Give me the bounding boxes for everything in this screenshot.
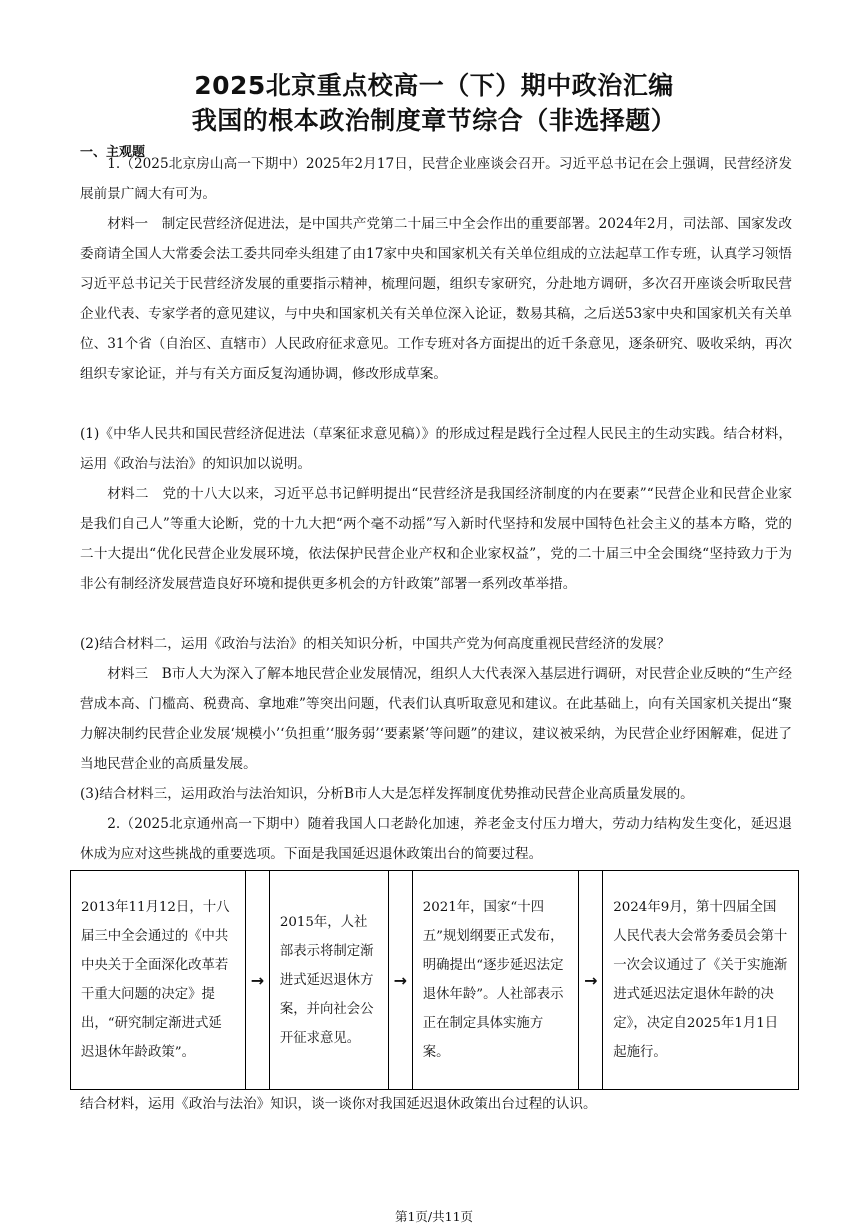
page-title-line2: 我国的根本政治制度章节综合（非选择题） bbox=[191, 106, 677, 135]
q2-question: 结合材料，运用《政治与法治》知识，谈一谈你对我国延迟退休政策出台过程的认识。 bbox=[80, 1096, 597, 1112]
arrow-right-icon: → bbox=[246, 871, 270, 1090]
q1-sub-question-3: (3)结合材料三，运用政治与法治知识，分析B市人大是怎样发挥制度优势推动民营企业高质量发展的。 bbox=[80, 786, 694, 802]
flow-step-1: 2013年11月12日，十八届三中全会通过的《中共中央关于全面深化改革若干重大问题的决定》提出，“研究制定渐进式延迟退休年龄政策”。 bbox=[71, 871, 246, 1090]
section-heading: 一、主观题 bbox=[80, 145, 146, 160]
policy-flow-table bbox=[70, 870, 799, 1090]
page-title-line1: 2025北京重点校高一（下）期中政治汇编 bbox=[194, 71, 674, 100]
q1-sub-question-1: (1)《中华人民共和国民营经济促进法（草案征求意见稿）》的形成过程是践行全过程人民民主的生动实践。结合材料，运用《政治与法治》的知识加以说明。 bbox=[80, 426, 792, 472]
page-footer: 第1页/共11页 bbox=[394, 1209, 474, 1224]
q1-material3: 材料三 B市人大为深入了解本地民营企业发展情况，组织人大代表深入基层进行调研，对民营企业反映的“生产经营成本高、门槛高、税费高、拿地难”等突出问题，代表们认真听取意见和建议。在此基础上，向有关国家机关提出“聚力解决制约民营企业发展‘规模小’‘负担重’‘服务弱’‘要素紧’等问题”的建议，建议被采纳，为民营企业纾困解难，促进了当地民营企业的高质量发展。 bbox=[80, 666, 792, 772]
flow-step-2: 2015年，人社部表示将制定渐进式延迟退休方案，并向社会公开征求意见。 bbox=[269, 871, 388, 1090]
flow-step-4: 2024年9月，第十四届全国人民代表大会常务委员会第十一次会议通过了《关于实施渐进式延迟法定退休年龄的决定》，决定自2025年1月1日起施行。 bbox=[603, 871, 799, 1090]
q1-sub-question-2: (2)结合材料二，运用《政治与法治》的相关知识分析，中国共产党为何高度重视民营经济的发展？ bbox=[80, 636, 671, 652]
q1-material2: 材料二 党的十八大以来，习近平总书记鲜明提出“民营经济是我国经济制度的内在要素”“民营企业和民营企业家是我们自己人”等重大论断，党的十九大把“两个毫不动摇”写入新时代坚持和发展中国特色社会主义的基本方略，党的二十大提出“优化民营企业发展环境，依法保护民营企业产权和企业家权益”，党的二十届三中全会围绕“坚持致力于为非公有制经济发展营造良好环境和提供更多机会的方针政策”部署一系列改革举措。 bbox=[80, 486, 792, 592]
arrow-right-icon: → bbox=[579, 871, 603, 1090]
q1-intro: 1.（2025北京房山高一下期中）2025年2月17日，民营企业座谈会召开。习近平总书记在会上强调，民营经济发展前景广阔大有可为。 bbox=[80, 156, 792, 202]
q1-material1: 材料一 制定民营经济促进法，是中国共产党第二十届三中全会作出的重要部署。2024年2月，司法部、国家发改委商请全国人大常委会法工委共同牵头组建了由17家中央和国家机关有关单位组成的立法起草工作专班，认真学习领悟习近平总书记关于民营经济发展的重要指示精神，梳理问题，组织专家研究，分赴地方调研，多次召开座谈会听取民营企业代表、专家学者的意见建议，与中央和国家机关有关单位深入论证，数易其稿，之后送53家中央和国家机关有关单位、31个省（自治区、直辖市）人民政府征求意见。工作专班对各方面提出的近千条意见，逐条研究、吸收采纳，再次组织专家论证，并与有关方面反复沟通协调，修改形成草案。 bbox=[80, 216, 792, 382]
q2-intro: 2.（2025北京通州高一下期中）随着我国人口老龄化加速，养老金支付压力增大，劳动力结构发生变化，延迟退休成为应对这些挑战的重要选项。下面是我国延迟退休政策出台的简要过程。 bbox=[80, 816, 792, 862]
arrow-right-icon: → bbox=[388, 871, 412, 1090]
flow-step-3: 2021年，国家“十四五”规划纲要正式发布，明确提出“逐步延迟法定退休年龄”。人社部表示正在制定具体实施方案。 bbox=[412, 871, 579, 1090]
